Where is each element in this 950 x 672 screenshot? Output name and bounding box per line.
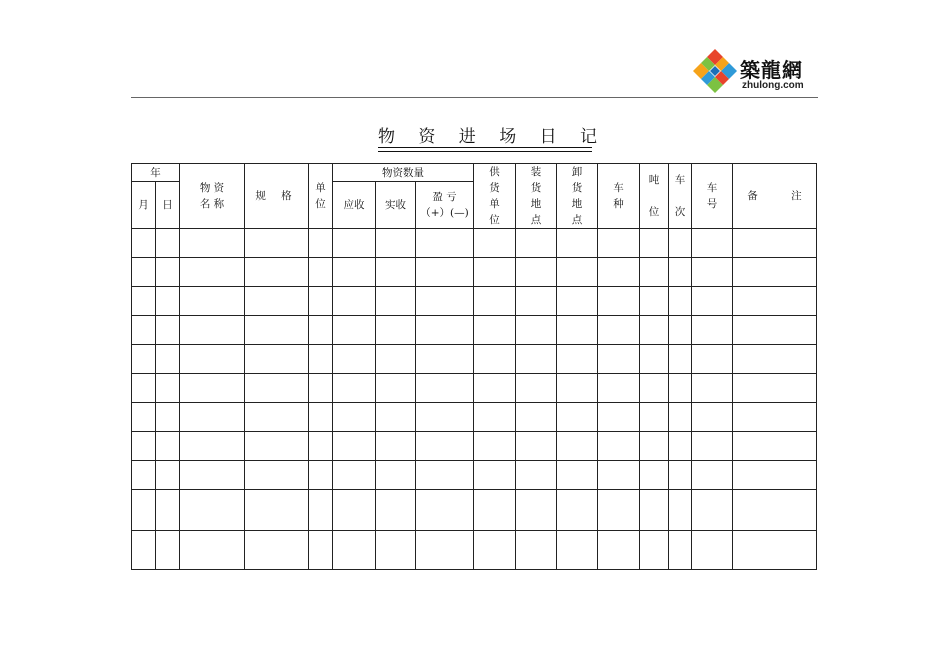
table-cell (132, 374, 156, 403)
table-cell (245, 229, 309, 258)
table-cell (669, 461, 692, 490)
table-cell (245, 432, 309, 461)
table-cell (669, 403, 692, 432)
table-cell (180, 490, 245, 531)
table-cell (333, 432, 376, 461)
table-cell (156, 229, 180, 258)
header-supplier: 供 货 单 位 (474, 164, 516, 229)
table-cell (132, 403, 156, 432)
table-cell (516, 316, 557, 345)
table-cell (245, 531, 309, 570)
table-cell (156, 432, 180, 461)
table-cell (416, 432, 474, 461)
table-cell (245, 490, 309, 531)
table-cell (557, 258, 598, 287)
table-cell (733, 432, 817, 461)
table-cell (156, 490, 180, 531)
table-cell (640, 432, 669, 461)
table-cell (309, 258, 333, 287)
table-cell (669, 432, 692, 461)
header-unload-place: 卸 货 地 点 (557, 164, 598, 229)
table-row (132, 432, 817, 461)
header-qty-surplus: 盈 亏 （+）(—) (416, 182, 474, 229)
table-cell (156, 531, 180, 570)
table-row (132, 258, 817, 287)
table-cell (333, 403, 376, 432)
table-cell (669, 490, 692, 531)
table-cell (598, 432, 640, 461)
table-cell (640, 374, 669, 403)
table-cell (245, 316, 309, 345)
table-cell (245, 461, 309, 490)
table-cell (692, 374, 733, 403)
table-cell (132, 258, 156, 287)
table-cell (416, 287, 474, 316)
table-cell (598, 374, 640, 403)
header-qty-actual: 实收 (376, 182, 416, 229)
table-cell (180, 345, 245, 374)
table-cell (516, 258, 557, 287)
table-cell (132, 287, 156, 316)
table-cell (557, 345, 598, 374)
table-cell (733, 374, 817, 403)
table-cell (416, 258, 474, 287)
table-cell (474, 258, 516, 287)
table-cell (692, 432, 733, 461)
table-cell (516, 403, 557, 432)
table-cell (180, 461, 245, 490)
table-cell (669, 531, 692, 570)
table-cell (474, 345, 516, 374)
table-cell (516, 229, 557, 258)
table-cell (733, 316, 817, 345)
table-cell (309, 287, 333, 316)
table-row (132, 531, 817, 570)
table-cell (598, 403, 640, 432)
table-cell (557, 490, 598, 531)
table-row (132, 316, 817, 345)
table-cell (669, 316, 692, 345)
table-cell (640, 258, 669, 287)
document-title (378, 126, 607, 152)
header-remarks: 备 注 (733, 164, 817, 229)
table-cell (180, 316, 245, 345)
table-cell (180, 531, 245, 570)
logo-chinese-name: 築龍網 (740, 58, 803, 82)
table-cell (156, 461, 180, 490)
table-cell (516, 461, 557, 490)
table-cell (557, 432, 598, 461)
material-entry-log-table (131, 163, 817, 570)
table-cell (474, 432, 516, 461)
title-text: 物 资 进 场 日 记 (378, 127, 607, 147)
table-row (132, 229, 817, 258)
table-cell (376, 345, 416, 374)
table-cell (156, 403, 180, 432)
table-cell (557, 316, 598, 345)
table-cell (557, 229, 598, 258)
table-cell (309, 316, 333, 345)
table-cell (733, 345, 817, 374)
table-cell (333, 229, 376, 258)
table-cell (669, 374, 692, 403)
table-cell (376, 287, 416, 316)
table-cell (557, 531, 598, 570)
table-cell (733, 229, 817, 258)
header-day: 日 (156, 182, 180, 229)
table-cell (692, 258, 733, 287)
table-cell (692, 345, 733, 374)
table-cell (156, 287, 180, 316)
table-cell (598, 490, 640, 531)
table-cell (640, 229, 669, 258)
table-cell (309, 461, 333, 490)
table-row (132, 374, 817, 403)
table-cell (333, 258, 376, 287)
table-cell (309, 432, 333, 461)
table-cell (692, 229, 733, 258)
table-cell (245, 403, 309, 432)
table-cell (376, 403, 416, 432)
table-cell (516, 531, 557, 570)
header-vehicle-type: 车 种 (598, 164, 640, 229)
table-cell (180, 229, 245, 258)
table-cell (557, 461, 598, 490)
table-cell (416, 345, 474, 374)
table-cell (180, 258, 245, 287)
table-cell (692, 316, 733, 345)
header-load-place: 装 货 地 点 (516, 164, 557, 229)
table-cell (692, 287, 733, 316)
header-qty-due: 应收 (333, 182, 376, 229)
table-cell (640, 490, 669, 531)
table-cell (416, 403, 474, 432)
table-cell (598, 287, 640, 316)
table-cell (156, 345, 180, 374)
table-cell (156, 374, 180, 403)
table-cell (245, 258, 309, 287)
table-cell (376, 374, 416, 403)
table-cell (598, 229, 640, 258)
table-cell (692, 490, 733, 531)
table-cell (516, 345, 557, 374)
header-row-1 (132, 164, 817, 182)
table-cell (474, 287, 516, 316)
table-cell (669, 287, 692, 316)
table-cell (516, 287, 557, 316)
table-cell (733, 490, 817, 531)
table-cell (309, 531, 333, 570)
table-cell (598, 531, 640, 570)
table-cell (156, 316, 180, 345)
table-cell (416, 461, 474, 490)
table-cell (416, 374, 474, 403)
header-spec: 规 格 (245, 164, 309, 229)
table-cell (516, 432, 557, 461)
table-cell (132, 531, 156, 570)
table-cell (598, 316, 640, 345)
table-cell (669, 229, 692, 258)
table-cell (156, 258, 180, 287)
table-cell (376, 531, 416, 570)
table-cell (333, 345, 376, 374)
table-cell (245, 374, 309, 403)
table-cell (474, 374, 516, 403)
table-row (132, 490, 817, 531)
title-double-underline (378, 147, 592, 152)
header-unit: 单 位 (309, 164, 333, 229)
table-cell (669, 345, 692, 374)
table-cell (309, 345, 333, 374)
table-cell (474, 403, 516, 432)
table-cell (733, 258, 817, 287)
table-cell (309, 490, 333, 531)
table-cell (692, 531, 733, 570)
table-cell (640, 287, 669, 316)
table-cell (333, 374, 376, 403)
header-year: 年 (132, 164, 180, 182)
table-cell (640, 403, 669, 432)
table-cell (640, 531, 669, 570)
table-cell (132, 432, 156, 461)
table-cell (474, 461, 516, 490)
table-cell (309, 374, 333, 403)
table-cell (180, 374, 245, 403)
header-vehicle-no: 车 号 (692, 164, 733, 229)
table-cell (309, 229, 333, 258)
header-month: 月 (132, 182, 156, 229)
table-cell (733, 461, 817, 490)
table-cell (474, 316, 516, 345)
table-cell (516, 490, 557, 531)
table-cell (733, 287, 817, 316)
table-cell (180, 287, 245, 316)
table-cell (376, 258, 416, 287)
table-row (132, 345, 817, 374)
table-cell (132, 229, 156, 258)
table-cell (474, 229, 516, 258)
header-divider (131, 97, 818, 98)
table-cell (376, 229, 416, 258)
table-cell (180, 403, 245, 432)
table-cell (333, 287, 376, 316)
table-cell (376, 432, 416, 461)
table-cell (132, 316, 156, 345)
table-cell (640, 316, 669, 345)
table-row (132, 461, 817, 490)
header-quantity-group: 物资数量 (333, 164, 474, 182)
table-cell (132, 461, 156, 490)
table-cell (333, 316, 376, 345)
header-trip: 车 次 (669, 164, 692, 229)
table-cell (132, 490, 156, 531)
table-cell (692, 461, 733, 490)
table-cell (598, 258, 640, 287)
table-cell (333, 461, 376, 490)
table-cell (733, 403, 817, 432)
table-cell (376, 461, 416, 490)
table-cell (598, 345, 640, 374)
table-cell (180, 432, 245, 461)
table-cell (245, 287, 309, 316)
table-cell (416, 229, 474, 258)
table-cell (416, 531, 474, 570)
header-material-name: 物 资 名 称 (180, 164, 245, 229)
logo-domain: zhulong.com (742, 80, 804, 91)
table-cell (474, 531, 516, 570)
table-cell (733, 531, 817, 570)
table-cell (557, 403, 598, 432)
table-cell (692, 403, 733, 432)
table-cell (640, 461, 669, 490)
table-cell (376, 316, 416, 345)
table-cell (333, 490, 376, 531)
table-cell (309, 403, 333, 432)
table-cell (557, 374, 598, 403)
table-cell (376, 490, 416, 531)
zhulong-logo-icon (692, 48, 738, 94)
table-cell (416, 316, 474, 345)
zhulong-logo (692, 48, 822, 94)
table-row (132, 403, 817, 432)
table-cell (416, 490, 474, 531)
table-cell (333, 531, 376, 570)
header-tonnage: 吨 位 (640, 164, 669, 229)
table-cell (245, 345, 309, 374)
table-cell (557, 287, 598, 316)
table-cell (516, 374, 557, 403)
table-cell (640, 345, 669, 374)
table-cell (474, 490, 516, 531)
table-cell (669, 258, 692, 287)
table-row (132, 287, 817, 316)
table-cell (132, 345, 156, 374)
table-cell (598, 461, 640, 490)
